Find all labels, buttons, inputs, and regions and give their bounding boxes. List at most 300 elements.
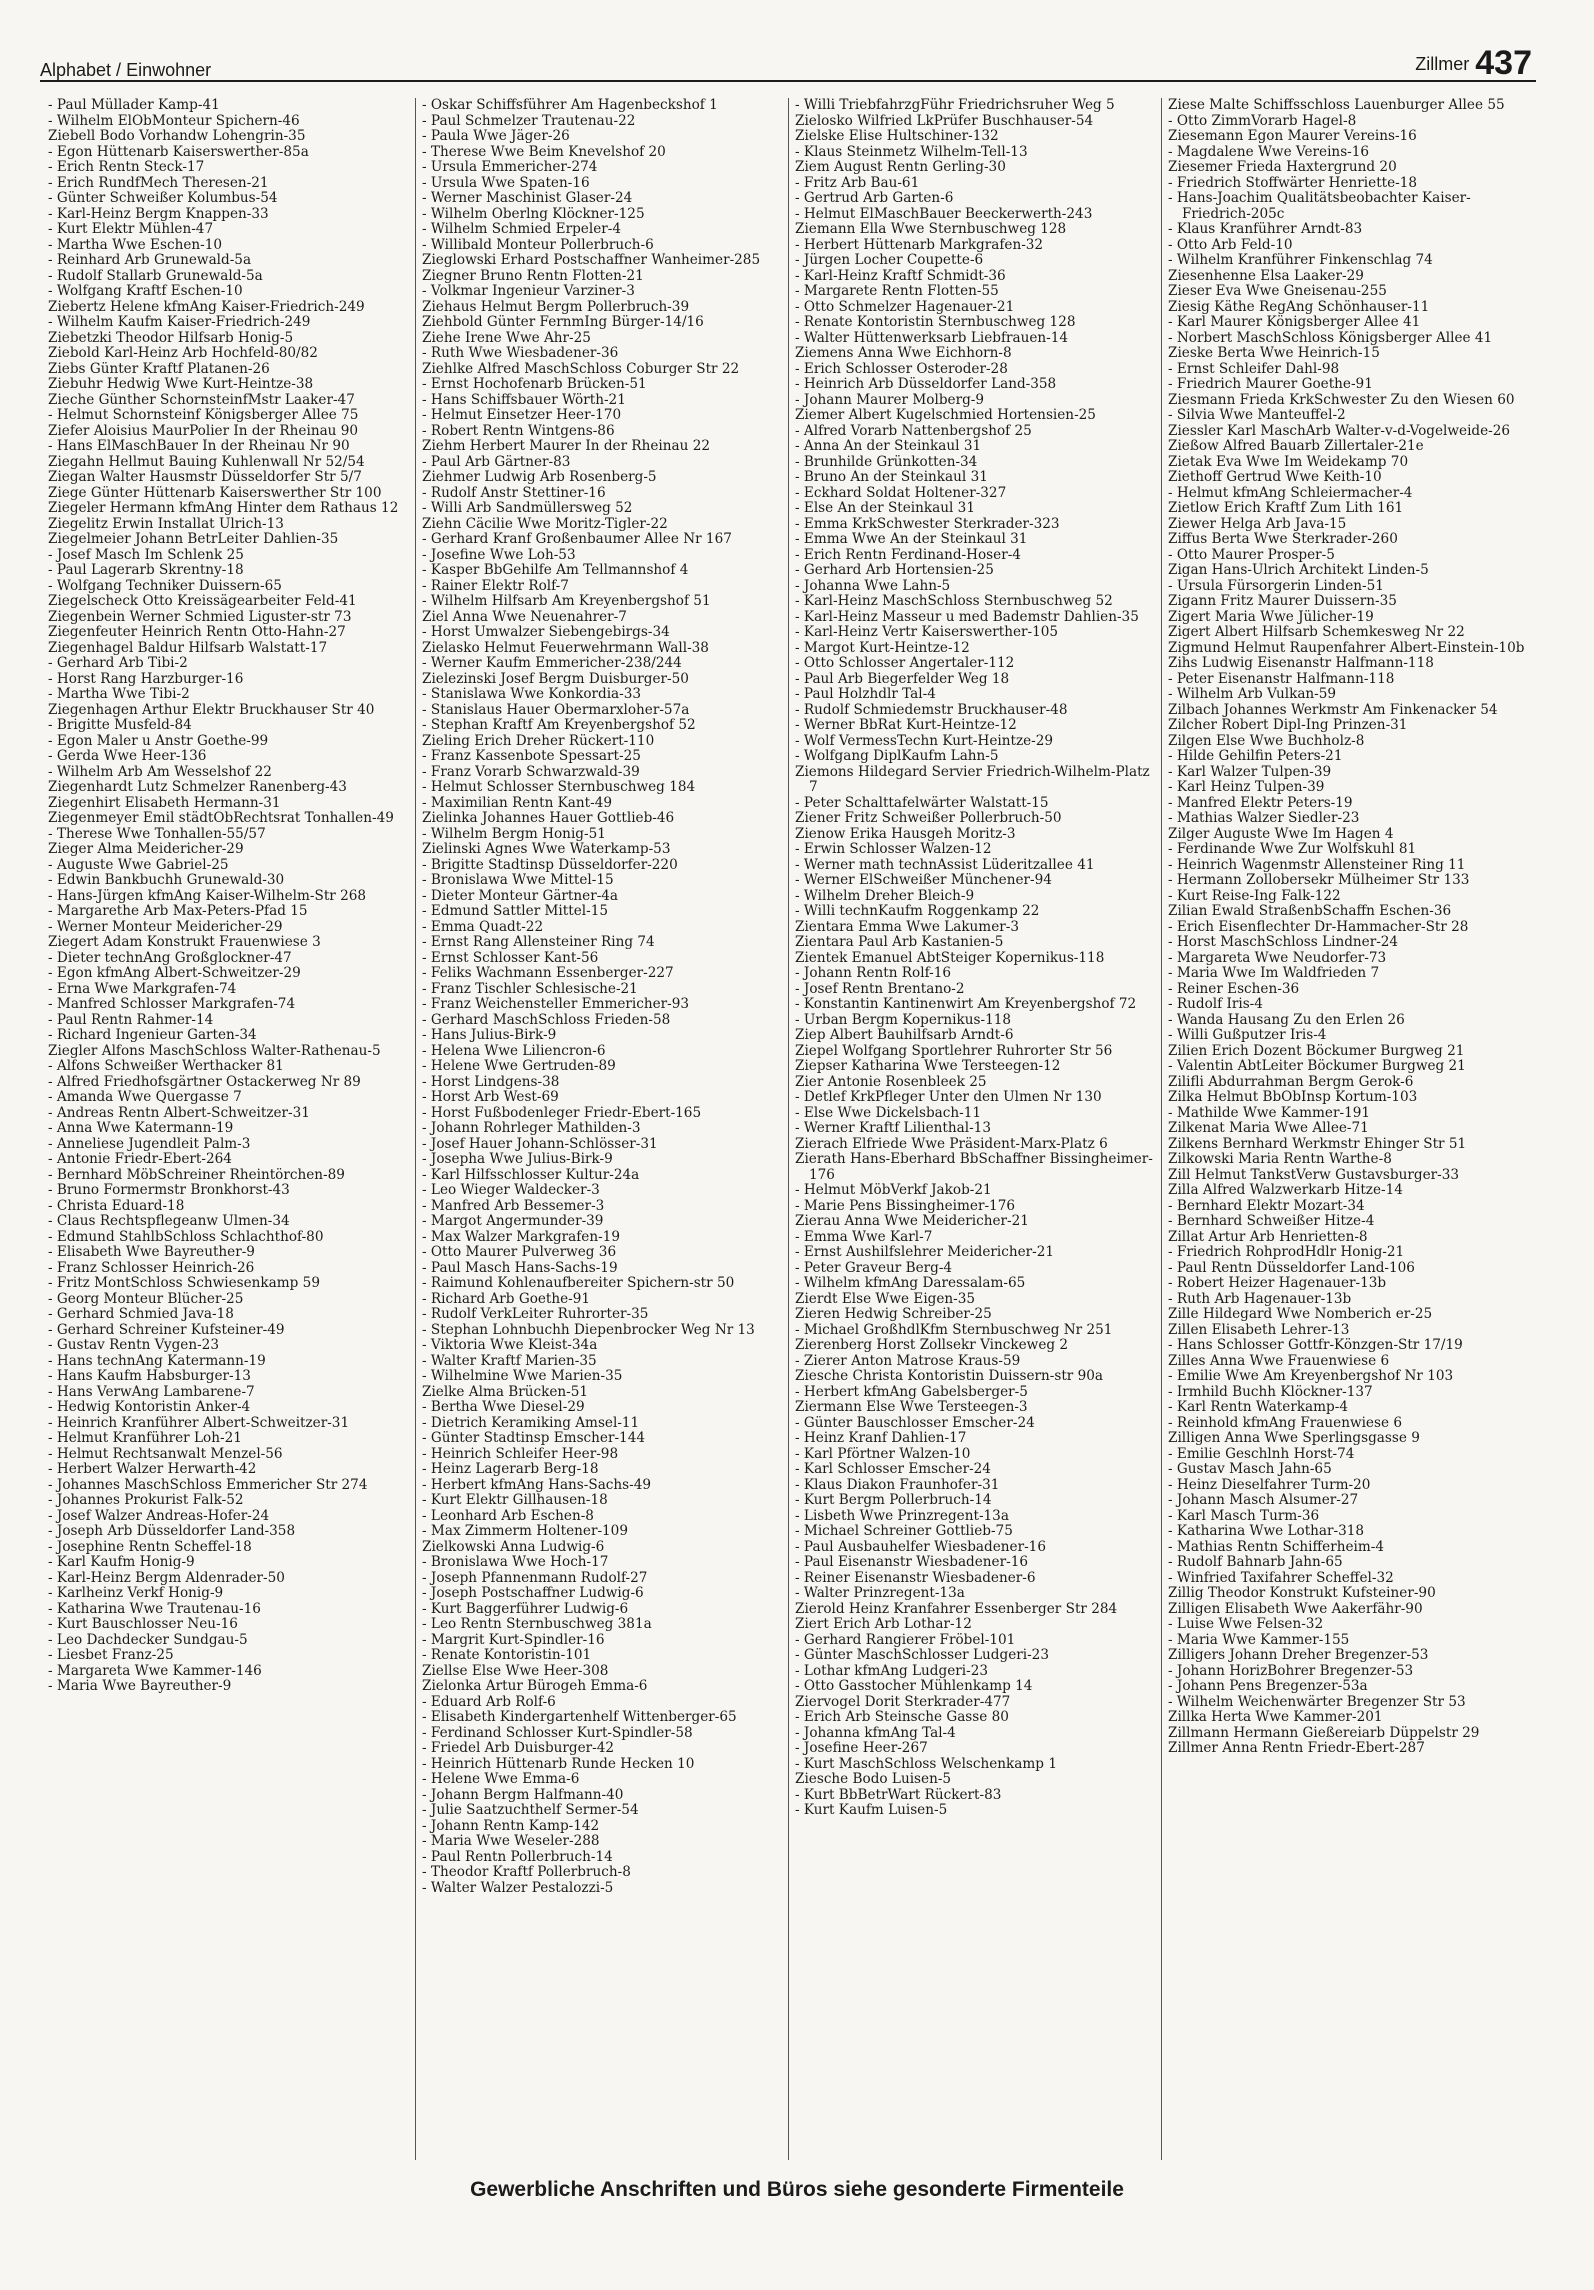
column-4 (1161, 98, 1534, 2160)
directory-entry: - Therese Wwe Tonhallen-55/57 (48, 825, 266, 842)
directory-entry: Zilkenat Maria Wwe Allee-71 (1168, 1120, 1369, 1136)
directory-entry: - Alfons Schweißer Werthacker 81 (48, 1058, 284, 1074)
directory-entry: - Margareta Wwe Neudorfer-73 (1168, 949, 1387, 966)
directory-entry: - Manfred Elektr Peters-19 (1168, 794, 1353, 811)
directory-entry: - Margarete Rentn Flotten-55 (795, 283, 999, 299)
directory-entry: - Eduard Arb Rolf-6 (422, 1693, 556, 1710)
directory-entry: - Viktoria Wwe Kleist-34a (422, 1337, 598, 1353)
directory-entry: Zille Hildegard Wwe Nomberich er-25 (1168, 1306, 1433, 1322)
directory-entry: - Maria Wwe Bayreuther-9 (48, 1678, 232, 1694)
directory-entry: Ziemens Anna Wwe Eichhorn-8 (795, 345, 1012, 361)
directory-entry: - Erwin Schlosser Walzen-12 (795, 841, 992, 857)
directory-entry: - Paul Rentn Düsseldorfer Land-106 (1168, 1259, 1415, 1276)
directory-entry: - Hans-Jürgen kfmAng Kaiser-Wilhelm-Str 268 (48, 887, 367, 904)
directory-entry: - Klaus Diakon Fraunhofer-31 (795, 1476, 1000, 1493)
directory-entry: - Joseph Postschaffner Ludwig-6 (422, 1585, 644, 1601)
directory-entry: - Bronislawa Wwe Hoch-17 (422, 1554, 609, 1570)
directory-entry: - Kurt Kaufm Luisen-5 (795, 1802, 948, 1818)
directory-entry: - Gerhard Schmied Java-18 (48, 1306, 234, 1322)
directory-entry: Zillat Artur Arb Henrietten-8 (1168, 1228, 1368, 1245)
directory-entry: Ziegahn Hellmut Bauing Kuhlenwall Nr 52/54 (48, 453, 365, 470)
directory-entry: Zientara Paul Arb Kastanien-5 (795, 934, 1004, 950)
directory-entry: - Maria Wwe Weseler-288 (422, 1833, 600, 1849)
header-rule (40, 80, 1536, 82)
directory-entry: - Hedwig Kontoristin Anker-4 (48, 1399, 251, 1415)
directory-entry: Zierdt Else Wwe Eigen-35 (795, 1290, 976, 1307)
directory-entry: - Dietrich Keramiking Amsel-11 (422, 1414, 640, 1431)
directory-entry: Ziffus Berta Wwe Sterkrader-260 (1168, 531, 1398, 547)
directory-entry: Zigann Fritz Maurer Duissern-35 (1168, 593, 1397, 609)
directory-entry: Ziebell Bodo Vorhandw Lohengrin-35 (48, 128, 306, 144)
directory-entry: Zielkowski Anna Ludwig-6 (422, 1538, 605, 1555)
directory-entry: - Mathias Walzer Siedler-23 (1168, 810, 1360, 826)
directory-entry: Zillmer Anna Rentn Friedr-Ebert-287 (1168, 1740, 1425, 1756)
directory-entry: Zillen Elisabeth Lehrer-13 (1168, 1321, 1350, 1338)
directory-entry: - Gerhard Arb Tibi-2 (48, 655, 188, 671)
name-range: Zillmer (1415, 54, 1470, 74)
directory-entry: - Margrit Kurt-Spindler-16 (422, 1631, 605, 1648)
directory-entry: - Friedrich RohprodHdlr Honig-21 (1168, 1244, 1405, 1260)
directory-entry: - Karl Hilfsschlosser Kultur-24a (422, 1166, 640, 1183)
directory-entry: - Paul Ausbauhelfer Wiesbadener-16 (795, 1538, 1046, 1555)
directory-entry: - Winfried Taxifahrer Scheffel-32 (1168, 1569, 1394, 1586)
directory-entry: - Robert Rentn Wintgens-86 (422, 422, 615, 439)
directory-entry: - Leo Dachdecker Sundgau-5 (48, 1631, 248, 1648)
directory-entry: - Helmut Schornsteinf Königsberger Allee 75 (48, 407, 359, 423)
directory-entry: - Ernst Hochofenarb Brücken-51 (422, 376, 647, 392)
directory-entry: Zielske Elise Hultschiner-132 (795, 128, 999, 144)
directory-entry: Zilles Anna Wwe Frauenwiese 6 (1168, 1352, 1390, 1369)
directory-entry: - Karl Heinz Tulpen-39 (1168, 779, 1325, 795)
directory-entry: Ziert Erich Arb Lothar-12 (795, 1616, 972, 1632)
directory-entry: - Paul Rentn Rahmer-14 (48, 1011, 214, 1028)
directory-entry: - Paul Arb Biegerfelder Weg 18 (795, 670, 1010, 687)
directory-entry: - Reiner Eisenanstr Wiesbadener-6 (795, 1569, 1036, 1586)
directory-entry: - Claus Rechtspflegeanw Ulmen-34 (48, 1213, 290, 1229)
directory-entry: - Willibald Monteur Pollerbruch-6 (422, 236, 654, 253)
directory-entry: - Hans ElMaschBauer In der Rheinau Nr 90 (48, 438, 350, 454)
directory-entry: - Edmund StahlbSchloss Schlachthof-80 (48, 1228, 324, 1245)
directory-entry: - Ursula Fürsorgerin Linden-51 (1168, 577, 1384, 594)
page-heading (1415, 44, 1532, 83)
directory-entry: Ziemer Albert Kugelschmied Hortensien-25 (795, 407, 1096, 423)
directory-entry: Ziebuhr Hedwig Wwe Kurt-Heintze-38 (48, 376, 314, 392)
directory-entry: - Paul Müllader Kamp-41 (48, 98, 220, 113)
directory-entry: Zieglowski Erhard Postschaffner Wanheimer-285 (422, 252, 761, 268)
directory-entry: - Oskar Schiffsführer Am Hagenbeckshof 1 (422, 98, 718, 113)
directory-entry: - Wilhelm ElObMonteur Spichern-46 (48, 112, 300, 129)
directory-entry: - Werner Kraftf Lilienthal-13 (795, 1120, 991, 1136)
directory-entry: Ziener Fritz Schweißer Pollerbruch-50 (795, 810, 1062, 826)
directory-entry: - Hans VerwAng Lambarene-7 (48, 1383, 255, 1400)
directory-entry: Ziessler Karl MaschArb Walter-v-d-Vogelweide-26 (1168, 422, 1511, 439)
directory-entry: - Magdalene Wwe Vereins-16 (1168, 143, 1370, 160)
directory-entry: - Herbert kfmAng Gabelsberger-5 (795, 1383, 1028, 1400)
directory-entry: Zielosko Wilfried LkPrüfer Buschhauser-54 (795, 112, 1094, 129)
directory-entry: - Karl Kaufm Honig-9 (48, 1554, 195, 1570)
directory-entry: - Franz Vorarb Schwarzwald-39 (422, 763, 640, 780)
directory-entry: - Paul Arb Gärtner-83 (422, 453, 571, 470)
directory-entry: - Wilhelm Bergm Honig-51 (422, 825, 606, 842)
directory-entry: - Wolf VermessTechn Kurt-Heintze-29 (795, 732, 1054, 749)
directory-entry: - Gerhard MaschSchloss Frieden-58 (422, 1011, 671, 1028)
directory-entry: - Rudolf VerkLeiter Ruhrorter-35 (422, 1306, 649, 1322)
directory-entry: - Johannes Prokurist Falk-52 (48, 1492, 244, 1508)
directory-entry: - Emma Quadt-22 (422, 918, 544, 935)
directory-entry: - Peter Eisenanstr Halfmann-118 (1168, 670, 1395, 687)
directory-entry: Zielezinski Josef Bergm Duisburger-50 (422, 670, 689, 687)
directory-entry: Zietak Eva Wwe Im Weidekamp 70 (1168, 453, 1409, 470)
directory-entry: Ziep Albert Bauhilfsarb Arndt-6 (795, 1027, 1014, 1043)
directory-entry: - Walter Walzer Pestalozzi-5 (422, 1879, 614, 1896)
directory-entry: Ziebetzki Theodor Hilfsarb Honig-5 (48, 329, 294, 346)
directory-entry: Zilligen Elisabeth Wwe Aakerfähr-90 (1168, 1600, 1423, 1617)
directory-entry: - Jürgen Locher Coupette-6 (795, 252, 984, 268)
directory-entry: Zillmann Hermann Gießereiarb Düppelstr 29 (1168, 1724, 1480, 1741)
directory-entry: Ziegan Walter Hausmstr Düsseldorfer Str 5/7 (48, 469, 362, 485)
directory-entry: - Hans Julius-Birk-9 (422, 1027, 557, 1043)
directory-entry: - Katharina Wwe Lothar-318 (1168, 1523, 1365, 1539)
directory-entry: - Heinrich Schleifer Heer-98 (422, 1445, 619, 1462)
directory-entry: - Erich Rentn Ferdinand-Hoser-4 (795, 546, 1021, 563)
directory-entry: - Johannes MaschSchloss Emmericher Str 274 (48, 1476, 368, 1493)
directory-entry: Zill Helmut TankstVerw Gustavsburger-33 (1168, 1166, 1460, 1183)
directory-entry: - Margot Kurt-Heintze-12 (795, 639, 970, 656)
directory-entry: - Irmhild Buchh Klöckner-137 (1168, 1383, 1373, 1400)
directory-entry: - Norbert MaschSchloss Königsberger Allee 41 (1168, 329, 1493, 346)
directory-entry: - Anneliese Jugendleit Palm-3 (48, 1135, 251, 1152)
directory-entry: Zietlow Erich Kraftf Zum Lith 161 (1168, 500, 1404, 516)
directory-entry: - Erich Arb Steinsche Gasse 80 (795, 1709, 1009, 1725)
directory-entry: - Johann Masch Alsumer-27 (1168, 1492, 1359, 1508)
directory-entry: - Leo Rentn Sternbuschweg 381a (422, 1616, 652, 1632)
directory-entry: Zilian Ewald StraßenbSchaffn Eschen-36 (1168, 903, 1452, 919)
directory-entry: - Helmut Rechtsanwalt Menzel-56 (48, 1445, 283, 1462)
directory-entry: - Stanislawa Wwe Konkordia-33 (422, 686, 642, 702)
directory-entry: Zielinski Agnes Wwe Waterkamp-53 (422, 841, 671, 857)
directory-entry: - Josepha Wwe Julius-Birk-9 (422, 1151, 613, 1167)
directory-entry: - Horst Fußbodenleger Friedr-Ebert-165 (422, 1104, 702, 1121)
directory-entry: - Ferdinand Schlosser Kurt-Spindler-58 (422, 1724, 693, 1741)
directory-entry: - Karl Masch Turm-36 (1168, 1507, 1320, 1524)
directory-entry: - Johann Rentn Rolf-16 (795, 965, 952, 981)
directory-entry: - Amanda Wwe Quergasse 7 (48, 1089, 242, 1105)
directory-entry: Ziefer Aloisius MaurPolier In der Rheinau 90 (48, 422, 359, 439)
directory-entry: - Urban Bergm Kopernikus-118 (795, 1011, 1012, 1028)
directory-entry: Zilligers Johann Dreher Bregenzer-53 (1168, 1647, 1429, 1663)
directory-entry: - Heinz Kranf Dahlien-17 (795, 1430, 967, 1446)
directory-entry: - Erich RundfMech Theresen-21 (48, 174, 269, 191)
directory-entry: Zilbach Johannes Werkmstr Am Finkenacker 54 (1168, 701, 1498, 718)
directory-entry: - Edmund Sattler Mittel-15 (422, 903, 608, 919)
directory-entry: - Brigitte Musfeld-84 (48, 717, 192, 733)
page-number: 437 (1475, 44, 1532, 82)
directory-entry: - Otto Arb Feld-10 (1168, 236, 1293, 253)
directory-entry: Ziegenfeuter Heinrich Rentn Otto-Hahn-27 (48, 624, 346, 640)
directory-entry: - Hilde Gehilfin Peters-21 (1168, 748, 1343, 764)
directory-entry: - Marie Pens Bissingheimer-176 (795, 1197, 1015, 1214)
directory-entry: Ziegert Adam Konstrukt Frauenwiese 3 (48, 934, 321, 950)
directory-entry: - Peter Graveur Berg-4 (795, 1259, 953, 1276)
directory-entry: - Elisabeth Kindergartenhelf Wittenberger-65 (422, 1709, 737, 1725)
directory-entry: Zilkowski Maria Rentn Warthe-8 (1168, 1151, 1392, 1167)
directory-entry: - Margareta Wwe Kammer-146 (48, 1662, 262, 1679)
directory-entry: - Ferdinande Wwe Zur Wolfskuhl 81 (1168, 841, 1417, 857)
directory-entry: - Hans Schiffsbauer Wörth-21 (422, 391, 626, 408)
directory-entry: - Detlef KrkPfleger Unter den Ulmen Nr 130 (795, 1089, 1102, 1105)
directory-entry: - Wilhelm Kaufm Kaiser-Friedrich-249 (48, 314, 311, 330)
directory-entry: - Hermann Zollobersekr Mülheimer Str 133 (1168, 872, 1470, 888)
directory-entry: - Werner BbRat Kurt-Heintze-12 (795, 717, 1017, 733)
directory-entry: Zilligen Anna Wwe Sperlingsgasse 9 (1168, 1430, 1420, 1446)
directory-entry: Zillka Herta Wwe Kammer-201 (1168, 1709, 1383, 1725)
directory-entry: - Raimund Kohlenaufbereiter Spichern-str 50 (422, 1275, 735, 1291)
directory-entry: Zilcher Robert Dipl-Ing Prinzen-31 (1168, 717, 1408, 733)
directory-entry: - Richard Arb Goethe-91 (422, 1290, 591, 1307)
directory-entry: - Helmut Schlosser Sternbuschweg 184 (422, 779, 696, 795)
directory-entry: Ziegenbein Werner Schmied Liguster-str 73 (48, 608, 352, 625)
directory-entry: - Gerhard Arb Hortensien-25 (795, 562, 994, 578)
directory-entry: - Günter MaschSchlosser Ludgeri-23 (795, 1647, 1049, 1663)
directory-entry: - Maria Wwe Im Waldfrieden 7 (1168, 965, 1380, 981)
directory-entry: - Josef Walzer Andreas-Hofer-24 (48, 1507, 270, 1524)
directory-entry: - Egon Maler u Anstr Goethe-99 (48, 732, 269, 749)
directory-entry: - Theodor Kraftf Pollerbruch-8 (422, 1864, 631, 1880)
directory-entry: - Herbert Walzer Herwarth-42 (48, 1461, 257, 1477)
directory-entry: - Paul Rentn Pollerbruch-14 (422, 1848, 613, 1865)
directory-entry: - Paul Eisenanstr Wiesbadener-16 (795, 1554, 1028, 1570)
directory-entry: - Josephine Rentn Scheffel-18 (48, 1538, 252, 1555)
directory-entry: - Herbert kfmAng Hans-Sachs-49 (422, 1476, 652, 1493)
directory-entry: - Kurt Bauschlosser Neu-16 (48, 1616, 238, 1632)
directory-entry: - Willi technKaufm Roggenkamp 22 (795, 903, 1040, 919)
directory-entry: - Ernst Rang Allensteiner Ring 74 (422, 934, 655, 950)
directory-entry: - Karlheinz Verkf Honig-9 (48, 1585, 224, 1601)
directory-entry: Ziegelitz Erwin Installat Ulrich-13 (48, 515, 284, 532)
directory-entry: Ziehm Herbert Maurer In der Rheinau 22 (422, 438, 710, 454)
section-title: Alphabet / Einwohner (40, 60, 212, 80)
directory-entry: Ziegner Bruno Rentn Flotten-21 (422, 267, 644, 284)
directory-entry: - Johann Pens Bregenzer-53a (1168, 1678, 1368, 1694)
directory-entry: Ziehmer Ludwig Arb Rosenberg-5 (422, 469, 657, 485)
directory-entry: - Robert Heizer Hagenauer-13b (1168, 1275, 1387, 1291)
directory-entry: Zierenberg Horst Zollsekr Vinckeweg 2 (795, 1337, 1069, 1353)
directory-entry: - Paul Masch Hans-Sachs-19 (422, 1259, 618, 1276)
directory-entry: - Rudolf Anstr Stettiner-16 (422, 484, 606, 501)
directory-entry: Zigmund Helmut Raupenfahrer Albert-Einstein-10b (1168, 639, 1525, 656)
directory-entry: - Gustav Masch Jahn-65 (1168, 1461, 1332, 1477)
directory-entry: - Erich Schlosser Osteroder-28 (795, 360, 1008, 377)
directory-entry: Ziege Günter Hüttenarb Kaiserswerther Str 100 (48, 484, 382, 501)
directory-entry: - Auguste Wwe Gabriel-25 (48, 856, 229, 873)
directory-entry: - Karl Rentn Waterkamp-4 (1168, 1399, 1348, 1415)
directory-entry: - Joseph Pfannenmann Rudolf-27 (422, 1569, 648, 1586)
directory-entry: - Erich Rentn Steck-17 (48, 159, 205, 175)
directory-entry: - Christa Eduard-18 (48, 1197, 185, 1214)
directory-entry: Zielasko Helmut Feuerwehrmann Wall-38 (422, 639, 709, 656)
directory-entry: - Maximilian Rentn Kant-49 (422, 794, 613, 811)
directory-entry: - Otto Gasstocher Mühlenkamp 14 (795, 1678, 1033, 1694)
directory-entry: - Franz Weichensteller Emmericher-93 (422, 996, 690, 1012)
directory-entry: - Andreas Rentn Albert-Schweitzer-31 (48, 1104, 310, 1121)
directory-entry: - Dieter Monteur Gärtner-4a (422, 887, 619, 904)
directory-entry: - Walter Prinzregent-13a (795, 1585, 965, 1601)
directory-entry: Zieser Eva Wwe Gneisenau-255 (1168, 283, 1387, 299)
directory-entry: - Johann Bergm Halfmann-40 (422, 1786, 624, 1803)
directory-entry: Zihs Ludwig Eisenanstr Halfmann-118 (1168, 655, 1434, 671)
directory-entry: Ziem August Rentn Gerling-30 (795, 159, 1006, 175)
directory-entry: - Wilhelm kfmAng Daressalam-65 (795, 1275, 1026, 1291)
directory-entry: - Reiner Eschen-36 (1168, 980, 1300, 997)
directory-entry: - Lisbeth Wwe Prinzregent-13a (795, 1507, 1009, 1524)
directory-entry: - Bernhard Schweißer Hitze-4 (1168, 1213, 1375, 1229)
directory-entry: - Horst Lindgens-38 (422, 1073, 560, 1090)
directory-entry: - Walter Kraftf Marien-35 (422, 1352, 597, 1369)
directory-entry: - Otto Schmelzer Hagenauer-21 (795, 298, 1015, 315)
directory-entry: Zierold Heinz Kranfahrer Essenberger Str 284 (795, 1600, 1118, 1617)
directory-entry: Zientara Emma Wwe Lakumer-3 (795, 918, 1019, 935)
directory-entry: - Kasper BbGehilfe Am Tellmannshof 4 (422, 562, 689, 578)
directory-entry: - Klaus Steinmetz Wilhelm-Tell-13 (795, 143, 1028, 160)
directory-entry: - Wilhelm Hilfsarb Am Kreyenbergshof 51 (422, 593, 711, 609)
directory-entry: Zigan Hans-Ulrich Architekt Linden-5 (1168, 562, 1429, 578)
directory-entry: Zierach Elfriede Wwe Präsident-Marx-Platz 6 (795, 1135, 1108, 1152)
directory-entry: - Brigitte Stadtinsp Düsseldorfer-220 (422, 856, 678, 873)
directory-entry: Zilger Auguste Wwe Im Hagen 4 (1168, 825, 1394, 842)
directory-entry: - Kurt MaschSchloss Welschenkamp 1 (795, 1755, 1057, 1772)
directory-entry: - Hans-Joachim Qualitätsbeobachter Kaiser-Friedrich-205c (1168, 190, 1471, 222)
directory-entry: - Wilhelm Schmied Erpeler-4 (422, 221, 621, 237)
directory-entry: - Karl-Heinz Masseur u med Bademstr Dahlien-35 (795, 608, 1139, 625)
directory-entry: Ziepel Wolfgang Sportlehrer Ruhrorter Str 56 (795, 1042, 1113, 1059)
directory-entry: - Helmut Einsetzer Heer-170 (422, 407, 622, 423)
directory-entry: - Egon Hüttenarb Kaiserswerther-85a (48, 143, 309, 160)
directory-entry: - Gerhard Rangierer Fröbel-101 (795, 1631, 1016, 1648)
directory-entry: - Josef Rentn Brentano-2 (795, 980, 965, 997)
directory-entry: - Martha Wwe Tibi-2 (48, 686, 190, 702)
directory-entry: - Wilhelmine Wwe Marien-35 (422, 1368, 623, 1384)
directory-entry: - Karl-Heinz Kraftf Schmidt-36 (795, 267, 1006, 284)
directory-entry: - Anna Wwe Katermann-19 (48, 1120, 234, 1136)
directory-entry: - Emma Wwe An der Steinkaul 31 (795, 531, 1028, 547)
directory-entry: - Feliks Wachmann Essenberger-227 (422, 965, 674, 981)
directory-entry: - Bernhard Elektr Mozart-34 (1168, 1197, 1365, 1214)
directory-entry: - Ernst Aushilfslehrer Meidericher-21 (795, 1244, 1055, 1260)
directory-entry: - Renate Kontoristin-101 (422, 1647, 592, 1663)
directory-entry: Zigert Maria Wwe Jülicher-19 (1168, 608, 1374, 625)
directory-entry: - Karl-Heinz Bergm Knappen-33 (48, 205, 269, 222)
directory-entry: Ziegenhagel Baldur Hilfsarb Walstatt-17 (48, 639, 328, 656)
directory-entry: - Egon kfmAng Albert-Schweitzer-29 (48, 965, 301, 981)
directory-entry: - Joseph Arb Düsseldorfer Land-358 (48, 1523, 296, 1539)
directory-entry: Zillig Theodor Konstrukt Kufsteiner-90 (1168, 1585, 1436, 1601)
directory-entry: - Rainer Elektr Rolf-7 (422, 577, 569, 594)
directory-entry: Zilla Alfred Walzwerkarb Hitze-14 (1168, 1182, 1403, 1198)
directory-entry: - Ruth Wwe Wiesbadener-36 (422, 345, 619, 361)
directory-entry: - Willi Gußputzer Iris-4 (1168, 1027, 1327, 1043)
directory-entry: Zilgen Else Wwe Buchholz-8 (1168, 732, 1365, 749)
directory-entry: - Mathias Rentn Schifferheim-4 (1168, 1538, 1384, 1555)
directory-entry: Zilien Erich Dozent Böckumer Burgweg 21 (1168, 1042, 1465, 1059)
directory-entry: - Günter Schweißer Kolumbus-54 (48, 190, 278, 206)
directory-entry: Zier Antonie Rosenbleek 25 (795, 1073, 987, 1090)
directory-entry: - Kurt Bergm Pollerbruch-14 (795, 1492, 992, 1508)
directory-entry: - Stanislaus Hauer Obermarxloher-57a (422, 701, 690, 718)
directory-entry: - Horst Arb West-69 (422, 1089, 559, 1105)
directory-entry: Ziebold Karl-Heinz Arb Hochfeld-80/82 (48, 345, 318, 361)
directory-entry: - Reinhold kfmAng Frauenwiese 6 (1168, 1414, 1402, 1431)
directory-entry: - Werner Monteur Meidericher-29 (48, 918, 283, 935)
directory-entry: - Kurt BbBetrWart Rückert-83 (795, 1786, 1002, 1803)
directory-entry: - Otto ZimmVorarb Hagel-8 (1168, 112, 1357, 129)
directory-entry: - Klaus Kranführer Arndt-83 (1168, 221, 1363, 237)
directory-entry: Zielinka Johannes Hauer Gottlieb-46 (422, 810, 675, 826)
directory-entry: - Günter Stadtinsp Emscher-144 (422, 1430, 645, 1446)
directory-entry: Ziebs Günter Kraftf Platanen-26 (48, 360, 270, 377)
directory-entry: - Helene Wwe Gertruden-89 (422, 1058, 616, 1074)
directory-entry: - Karl Pförtner Walzen-10 (795, 1445, 971, 1462)
directory-entry: - Friedrich Maurer Goethe-91 (1168, 376, 1373, 392)
directory-entry: - Anna An der Steinkaul 31 (795, 438, 982, 454)
directory-entry: Ziehe Irene Wwe Ahr-25 (422, 329, 591, 346)
directory-entry: - Alfred Vorarb Nattenbergshof 25 (795, 422, 1032, 439)
directory-entry: - Michael Schreiner Gottlieb-75 (795, 1523, 1013, 1539)
directory-entry: - Wanda Hausang Zu den Erlen 26 (1168, 1011, 1405, 1028)
directory-entry: - Eckhard Soldat Holtener-327 (795, 484, 1007, 501)
directory-entry: - Otto Schlosser Angertaler-112 (795, 655, 1015, 671)
directory-entry: - Otto Maurer Pulverweg 36 (422, 1244, 617, 1260)
directory-entry: - Ernst Schleifer Dahl-98 (1168, 360, 1340, 377)
directory-entry: - Josef Hauer Johann-Schlösser-31 (422, 1135, 658, 1152)
directory-entry: - Volkmar Ingenieur Varziner-3 (422, 283, 635, 299)
directory-entry: - Rudolf Bahnarb Jahn-65 (1168, 1554, 1343, 1570)
directory-entry: - Karl Schlosser Emscher-24 (795, 1461, 991, 1477)
directory-entry: - Heinz Lagerarb Berg-18 (422, 1461, 599, 1477)
directory-entry: - Friedel Arb Duisburger-42 (422, 1740, 615, 1756)
directory-entry: - Ursula Wwe Spaten-16 (422, 174, 590, 191)
directory-entry: - Rudolf Schmiedemstr Bruckhauser-48 (795, 701, 1068, 718)
directory-entry: - Leo Wieger Waldecker-3 (422, 1182, 600, 1198)
directory-entry: - Erna Wwe Markgrafen-74 (48, 980, 237, 997)
directory-entry: Zielke Alma Brücken-51 (422, 1383, 589, 1400)
directory-entry: - Franz Tischler Schlesische-21 (422, 980, 638, 997)
directory-entry: - Friedrich Stoffwärter Henriette-18 (1168, 174, 1418, 191)
directory-entry: - Josef Masch Im Schlenk 25 (48, 546, 244, 563)
directory-entry: - Paul Schmelzer Trautenau-22 (422, 112, 636, 129)
directory-entry: - Max Zimmerm Holtener-109 (422, 1523, 628, 1539)
directory-entry: - Werner ElSchweißer Münchener-94 (795, 872, 1052, 888)
directory-entry: - Max Walzer Markgrafen-19 (422, 1228, 620, 1245)
directory-entry: - Bruno Formermstr Bronkhorst-43 (48, 1182, 290, 1198)
directory-entry: Ziepser Katharina Wwe Tersteegen-12 (795, 1058, 1061, 1074)
directory-entry: - Maria Wwe Kammer-155 (1168, 1631, 1350, 1648)
directory-entry: - Silvia Wwe Manteuffel-2 (1168, 407, 1346, 423)
directory-entry: - Emilie Geschlnh Horst-74 (1168, 1445, 1355, 1462)
directory-entry: - Hans Schlosser Gottfr-Könzgen-Str 17/19 (1168, 1337, 1463, 1353)
directory-entry: - Heinrich Kranführer Albert-Schweitzer-31 (48, 1414, 350, 1431)
directory-entry: - Josefine Heer-267 (795, 1740, 928, 1756)
directory-entry: Zießow Alfred Bauarb Zillertaler-21e (1168, 438, 1424, 454)
directory-entry: - Otto Maurer Prosper-5 (1168, 546, 1335, 563)
directory-entry: Ziegenhardt Lutz Schmelzer Ranenberg-43 (48, 779, 347, 795)
directory-entry: - Wilhelm Arb Am Wesselshof 22 (48, 763, 272, 780)
directory-entry: - Heinz Dieselfahrer Turm-20 (1168, 1476, 1371, 1493)
directory-entry: Zigert Albert Hilfsarb Schemkesweg Nr 22 (1168, 624, 1465, 640)
directory-entry: - Gertrud Arb Garten-6 (795, 190, 954, 206)
directory-entry: - Stephan Kraftf Am Kreyenbergshof 52 (422, 717, 696, 733)
directory-entry: Zilkens Bernhard Werkmstr Ehinger Str 51 (1168, 1135, 1467, 1152)
directory-entry: - Antonie Friedr-Ebert-264 (48, 1151, 232, 1167)
